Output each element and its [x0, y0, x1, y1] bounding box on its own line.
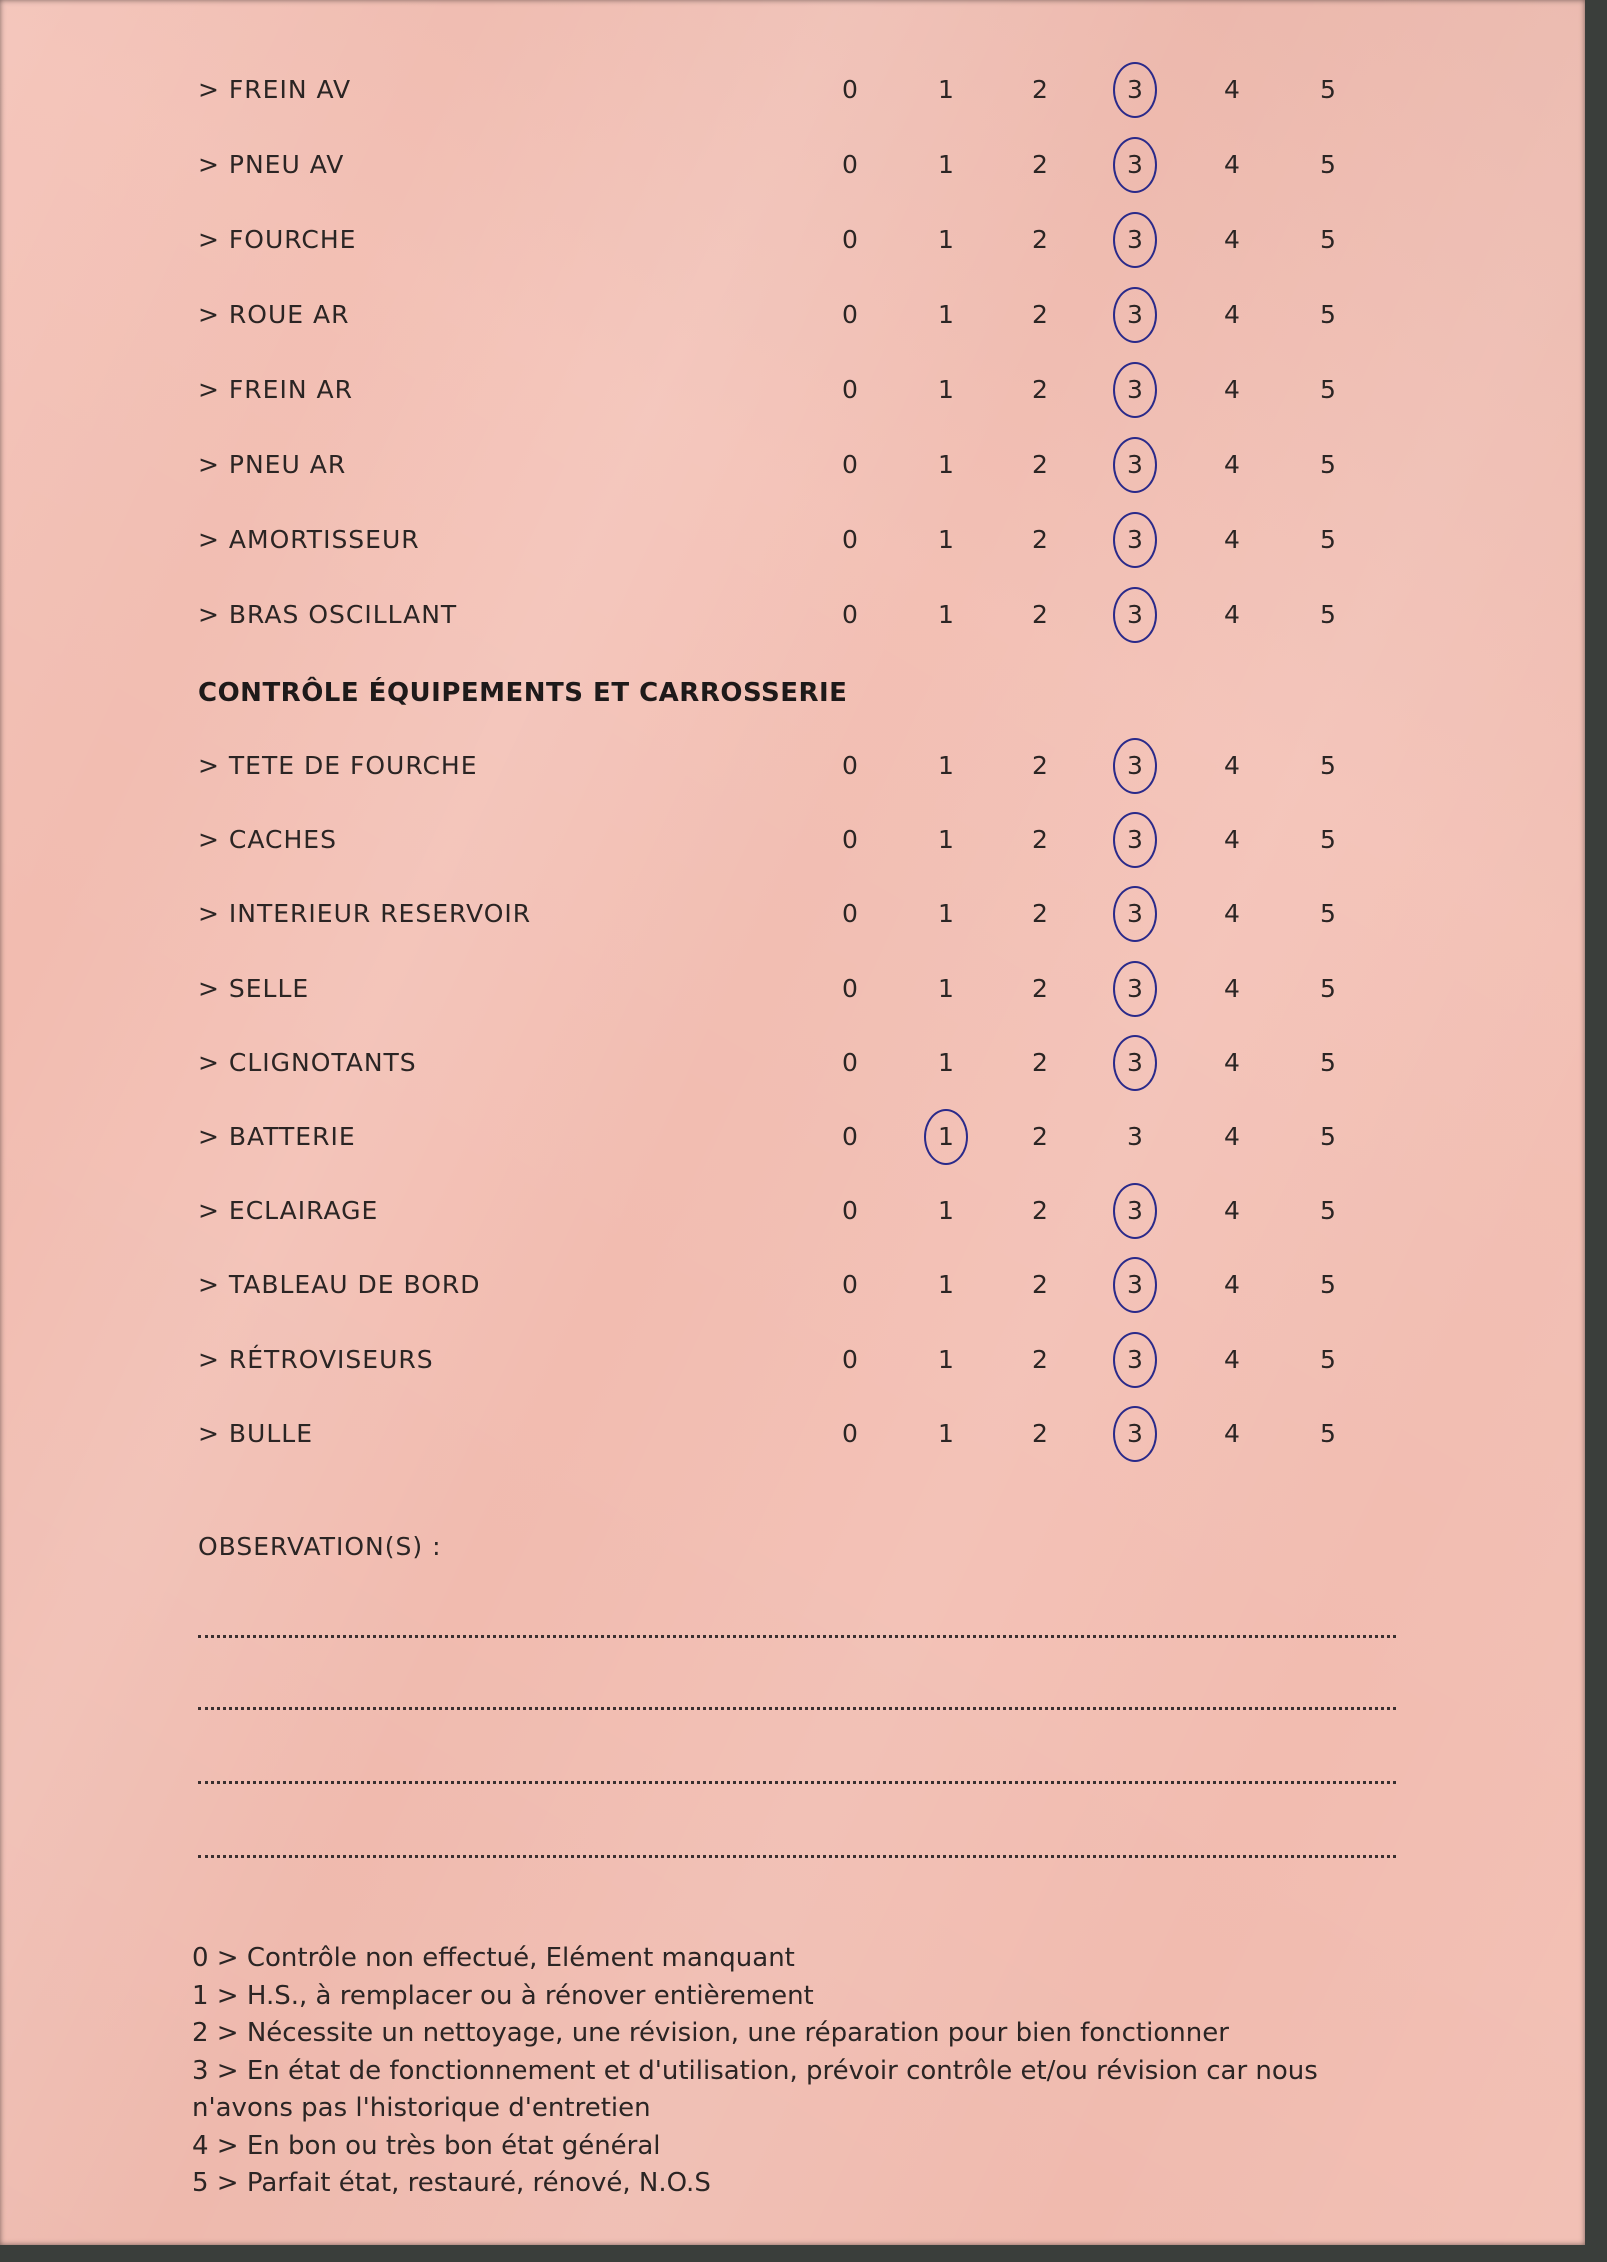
- score-option-1[interactable]: 1: [938, 1270, 954, 1300]
- score-option-5[interactable]: 5: [1320, 1047, 1336, 1077]
- score-option-4[interactable]: 4: [1224, 525, 1240, 554]
- score-option-5[interactable]: 5: [1320, 899, 1336, 929]
- score-option-2[interactable]: 2: [1032, 150, 1048, 179]
- score-option-4[interactable]: 4: [1224, 375, 1240, 404]
- score-option-3[interactable]: 3: [1105, 360, 1165, 420]
- score-option-0[interactable]: 0: [842, 1344, 858, 1374]
- score-option-1[interactable]: 1: [938, 150, 954, 179]
- score-option-2[interactable]: 2: [1032, 75, 1048, 104]
- check-label: > FREIN AV: [198, 75, 352, 104]
- check-row: [0, 736, 1585, 796]
- check-row: [0, 884, 1585, 944]
- score-option-0[interactable]: 0: [842, 825, 858, 855]
- score-option-5[interactable]: 5: [1320, 825, 1336, 855]
- score-option-2[interactable]: 2: [1032, 751, 1048, 780]
- score-option-3[interactable]: 3: [1105, 210, 1165, 270]
- legend-item-5: 5 > Parfait état, restauré, rénové, N.O.S: [192, 2168, 711, 2198]
- score-option-3[interactable]: 3: [1127, 1122, 1143, 1151]
- check-row: [0, 360, 1585, 420]
- score-option-3[interactable]: 3: [1105, 959, 1165, 1019]
- legend-item-0: 0 > Contrôle non effectué, Elément manquant: [192, 1943, 795, 1973]
- score-option-0[interactable]: 0: [842, 1047, 858, 1077]
- score-option-3[interactable]: 3: [1105, 60, 1165, 120]
- score-option-2[interactable]: 2: [1032, 1122, 1048, 1151]
- score-option-3[interactable]: 3: [1105, 1404, 1165, 1464]
- score-option-4[interactable]: 4: [1224, 751, 1240, 780]
- score-option-4[interactable]: 4: [1224, 1270, 1240, 1300]
- check-row: [0, 959, 1585, 1019]
- check-label: > TABLEAU DE BORD: [198, 1270, 481, 1300]
- observation-line-4: [198, 1855, 1396, 1858]
- score-option-2[interactable]: 2: [1032, 600, 1048, 629]
- score-option-1[interactable]: 1: [938, 300, 954, 329]
- score-option-4[interactable]: 4: [1224, 75, 1240, 104]
- score-option-1[interactable]: 1: [938, 375, 954, 404]
- score-option-2[interactable]: 2: [1032, 225, 1048, 254]
- score-option-3[interactable]: 3: [1105, 810, 1165, 870]
- score-option-0[interactable]: 0: [842, 375, 858, 404]
- observation-line-3: [198, 1781, 1396, 1784]
- score-option-1[interactable]: 1: [938, 973, 954, 1003]
- score-option-3[interactable]: 3: [1105, 510, 1165, 570]
- check-label: > TETE DE FOURCHE: [198, 751, 478, 780]
- check-label: > PNEU AR: [198, 450, 347, 479]
- check-row: [0, 1033, 1585, 1093]
- score-option-5[interactable]: 5: [1320, 1344, 1336, 1374]
- score-option-2[interactable]: 2: [1032, 899, 1048, 929]
- score-option-0[interactable]: 0: [842, 150, 858, 179]
- score-option-4[interactable]: 4: [1224, 300, 1240, 329]
- score-option-4[interactable]: 4: [1224, 899, 1240, 929]
- check-row: [0, 285, 1585, 345]
- score-option-1[interactable]: 1: [938, 1418, 954, 1448]
- score-option-4[interactable]: 4: [1224, 225, 1240, 254]
- score-option-5[interactable]: 5: [1320, 375, 1336, 404]
- check-row: [0, 810, 1585, 870]
- check-label: > ECLAIRAGE: [198, 1196, 379, 1226]
- score-option-1[interactable]: 1: [916, 1107, 976, 1167]
- score-option-2[interactable]: 2: [1032, 1047, 1048, 1077]
- score-option-1[interactable]: 1: [938, 1344, 954, 1374]
- score-option-0[interactable]: 0: [842, 1196, 858, 1226]
- legend-item-4: 4 > En bon ou très bon état général: [192, 2130, 661, 2161]
- check-label: > ROUE AR: [198, 300, 350, 329]
- check-row: [0, 60, 1585, 120]
- check-row: [0, 135, 1585, 195]
- check-label: > BRAS OSCILLANT: [198, 600, 458, 629]
- check-label: > INTERIEUR RESERVOIR: [198, 899, 532, 929]
- score-option-2[interactable]: 2: [1032, 1344, 1048, 1374]
- score-option-0[interactable]: 0: [842, 1270, 858, 1300]
- score-option-1[interactable]: 1: [938, 225, 954, 254]
- score-option-5[interactable]: 5: [1320, 600, 1336, 629]
- score-option-5[interactable]: 5: [1320, 525, 1336, 554]
- score-option-3[interactable]: 3: [1105, 1033, 1165, 1093]
- section-title: CONTRÔLE ÉQUIPEMENTS ET CARROSSERIE: [198, 678, 848, 708]
- score-option-4[interactable]: 4: [1224, 1122, 1240, 1151]
- legend-item-2: 2 > Nécessite un nettoyage, une révision, une réparation pour bien fonctionner: [192, 2018, 1229, 2048]
- score-option-2[interactable]: 2: [1032, 973, 1048, 1003]
- score-option-0[interactable]: 0: [842, 225, 858, 254]
- observation-line-1: [198, 1635, 1396, 1638]
- score-option-0[interactable]: 0: [842, 525, 858, 554]
- check-row: [0, 585, 1585, 645]
- check-label: > FOURCHE: [198, 225, 357, 254]
- score-option-4[interactable]: 4: [1224, 1344, 1240, 1374]
- score-option-3[interactable]: 3: [1105, 1181, 1165, 1241]
- check-label: > BULLE: [198, 1418, 313, 1448]
- score-option-5[interactable]: 5: [1320, 300, 1336, 329]
- score-option-5[interactable]: 5: [1320, 150, 1336, 179]
- score-option-2[interactable]: 2: [1032, 375, 1048, 404]
- score-option-2[interactable]: 2: [1032, 825, 1048, 855]
- score-option-5[interactable]: 5: [1320, 75, 1336, 104]
- score-option-0[interactable]: 0: [842, 1418, 858, 1448]
- score-option-0[interactable]: 0: [842, 1122, 858, 1151]
- score-option-5[interactable]: 5: [1320, 1122, 1336, 1151]
- score-option-1[interactable]: 1: [938, 1047, 954, 1077]
- score-option-2[interactable]: 2: [1032, 1270, 1048, 1300]
- score-option-3[interactable]: 3: [1105, 435, 1165, 495]
- score-option-2[interactable]: 2: [1032, 450, 1048, 479]
- check-row: [0, 1181, 1585, 1241]
- score-option-5[interactable]: 5: [1320, 973, 1336, 1003]
- score-option-5[interactable]: 5: [1320, 1196, 1336, 1226]
- check-label: > SELLE: [198, 973, 310, 1003]
- score-option-1[interactable]: 1: [938, 825, 954, 855]
- score-option-4[interactable]: 4: [1224, 825, 1240, 855]
- score-option-3[interactable]: 3: [1105, 285, 1165, 345]
- score-option-3[interactable]: 3: [1105, 884, 1165, 944]
- score-option-2[interactable]: 2: [1032, 300, 1048, 329]
- score-option-3[interactable]: 3: [1105, 1330, 1165, 1390]
- score-option-4[interactable]: 4: [1224, 1418, 1240, 1448]
- check-label: > CLIGNOTANTS: [198, 1047, 417, 1077]
- score-option-3[interactable]: 3: [1105, 736, 1165, 796]
- score-option-5[interactable]: 5: [1320, 1418, 1336, 1448]
- check-row: [0, 210, 1585, 270]
- score-option-2[interactable]: 2: [1032, 1418, 1048, 1448]
- score-option-0[interactable]: 0: [842, 899, 858, 929]
- score-option-4[interactable]: 4: [1224, 1047, 1240, 1077]
- check-label: > AMORTISSEUR: [198, 525, 420, 554]
- score-option-5[interactable]: 5: [1320, 751, 1336, 780]
- score-option-5[interactable]: 5: [1320, 450, 1336, 479]
- observation-line-2: [198, 1707, 1396, 1710]
- score-option-4[interactable]: 4: [1224, 973, 1240, 1003]
- check-row: [0, 1107, 1585, 1167]
- score-option-4[interactable]: 4: [1224, 1196, 1240, 1226]
- score-option-4[interactable]: 4: [1224, 150, 1240, 179]
- score-option-0[interactable]: 0: [842, 600, 858, 629]
- score-option-0[interactable]: 0: [842, 75, 858, 104]
- score-option-3[interactable]: 3: [1105, 585, 1165, 645]
- check-row: [0, 435, 1585, 495]
- score-option-1[interactable]: 1: [938, 525, 954, 554]
- score-option-1[interactable]: 1: [938, 600, 954, 629]
- score-option-0[interactable]: 0: [842, 450, 858, 479]
- score-option-1[interactable]: 1: [938, 751, 954, 780]
- legend-item-1: 1 > H.S., à remplacer ou à rénover entièrement: [192, 1980, 814, 2011]
- check-label: > CACHES: [198, 825, 337, 855]
- check-label: > FREIN AR: [198, 375, 353, 404]
- check-label: > PNEU AV: [198, 150, 345, 179]
- score-option-0[interactable]: 0: [842, 973, 858, 1003]
- score-option-4[interactable]: 4: [1224, 600, 1240, 629]
- check-row: [0, 1404, 1585, 1464]
- score-option-1[interactable]: 1: [938, 1196, 954, 1226]
- observations-label: OBSERVATION(S) :: [198, 1532, 442, 1561]
- legend-item-3: 3 > En état de fonctionnement et d'utilisation, prévoir contrôle et/ou révision car nous n'avons pas l'historique d'entretien: [192, 2055, 1318, 2123]
- score-option-3[interactable]: 3: [1105, 135, 1165, 195]
- score-option-2[interactable]: 2: [1032, 525, 1048, 554]
- score-option-4[interactable]: 4: [1224, 450, 1240, 479]
- check-label: > RÉTROVISEURS: [198, 1344, 434, 1374]
- score-option-0[interactable]: 0: [842, 751, 858, 780]
- check-label: > BATTERIE: [198, 1122, 356, 1151]
- check-row: [0, 1330, 1585, 1390]
- score-option-1[interactable]: 1: [938, 899, 954, 929]
- score-option-5[interactable]: 5: [1320, 225, 1336, 254]
- score-option-5[interactable]: 5: [1320, 1270, 1336, 1300]
- score-option-2[interactable]: 2: [1032, 1196, 1048, 1226]
- check-row: [0, 510, 1585, 570]
- rating-legend: [192, 1940, 1402, 2203]
- score-option-1[interactable]: 1: [938, 450, 954, 479]
- score-option-0[interactable]: 0: [842, 300, 858, 329]
- check-row: [0, 1255, 1585, 1315]
- score-option-1[interactable]: 1: [938, 75, 954, 104]
- score-option-3[interactable]: 3: [1105, 1255, 1165, 1315]
